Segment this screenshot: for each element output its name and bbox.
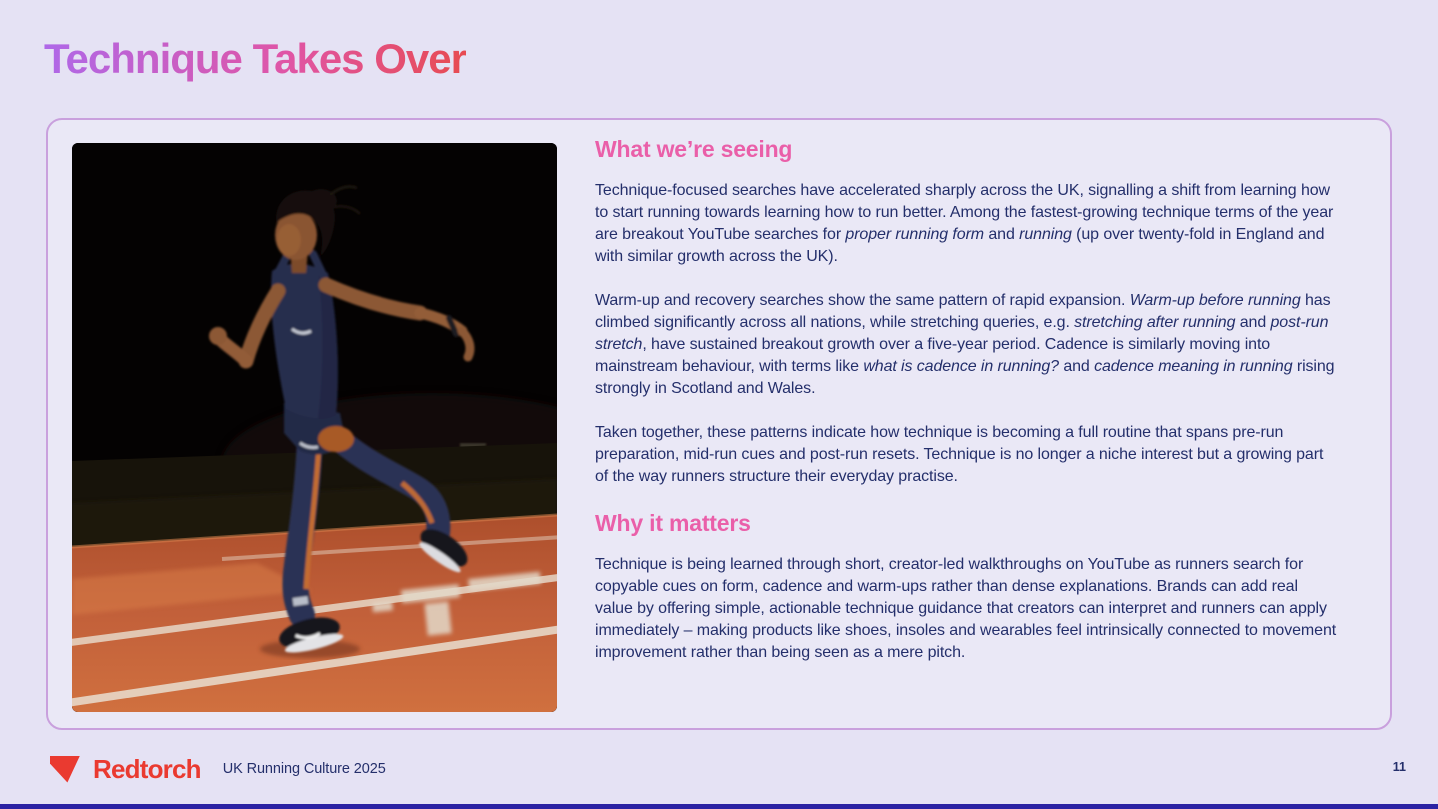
redtorch-logo-icon [50,756,80,783]
runner-photo [72,143,557,712]
text-column [595,136,1340,686]
footer [50,752,386,786]
bottom-accent-bar [0,804,1438,809]
page-number: 11 [1392,760,1406,774]
paragraph-full-routine: Taken together, these patterns indicate how technique is becoming a full routine that spans pre-run preparation, mid-run cues and post-run resets. Technique is no longer a niche interest but a growing part of the way runners structure their everyday practise. [595,424,1324,485]
paragraph-brand-implications: Technique is being learned through short, creator-led walkthroughs on YouTube as runners search for copyable cues on form, cadence and warm-ups rather than dense explanations. Brands can add real value by offering simple, actionable technique guidance that creators can interpret and runners can apply immediately – making products like shoes, insoles and wearables feel intrinsically connected to movement improvement rather than being seen as a mere pitch. [595,556,1337,661]
runner-photo-illustration [72,143,557,712]
brand-name: Redtorch [93,753,201,784]
paragraph-warmup-recovery: Warm-up and recovery searches show the same pattern of rapid expansion. Warm-up before running has climbed significantly across all nations, while stretching queries, e.g. stretching after running and post-run stretch, have sustained breakout growth over a five-year period. Cadence is similarly moving into mainstream behaviour, with terms like what is cadence in running? and cadence meaning in running rising strongly in Scotland and Wales. [595,292,1335,397]
report-title: UK Running Culture 2025 [222,761,386,777]
page-title: Technique Takes Over [44,35,466,82]
content-card [46,118,1392,730]
section-heading-what-were-seeing: What we’re seeing [595,136,793,162]
paragraph-search-acceleration: Technique-focused searches have accelerated sharply across the UK, signalling a shift from learning how to start running towards learning how to run better. Among the fastest-growing technique terms of the year are breakout YouTube searches for proper running form and running (up over twenty-fold in England and with similar growth across the UK). [595,182,1334,265]
section-heading-why-it-matters: Why it matters [595,510,751,536]
